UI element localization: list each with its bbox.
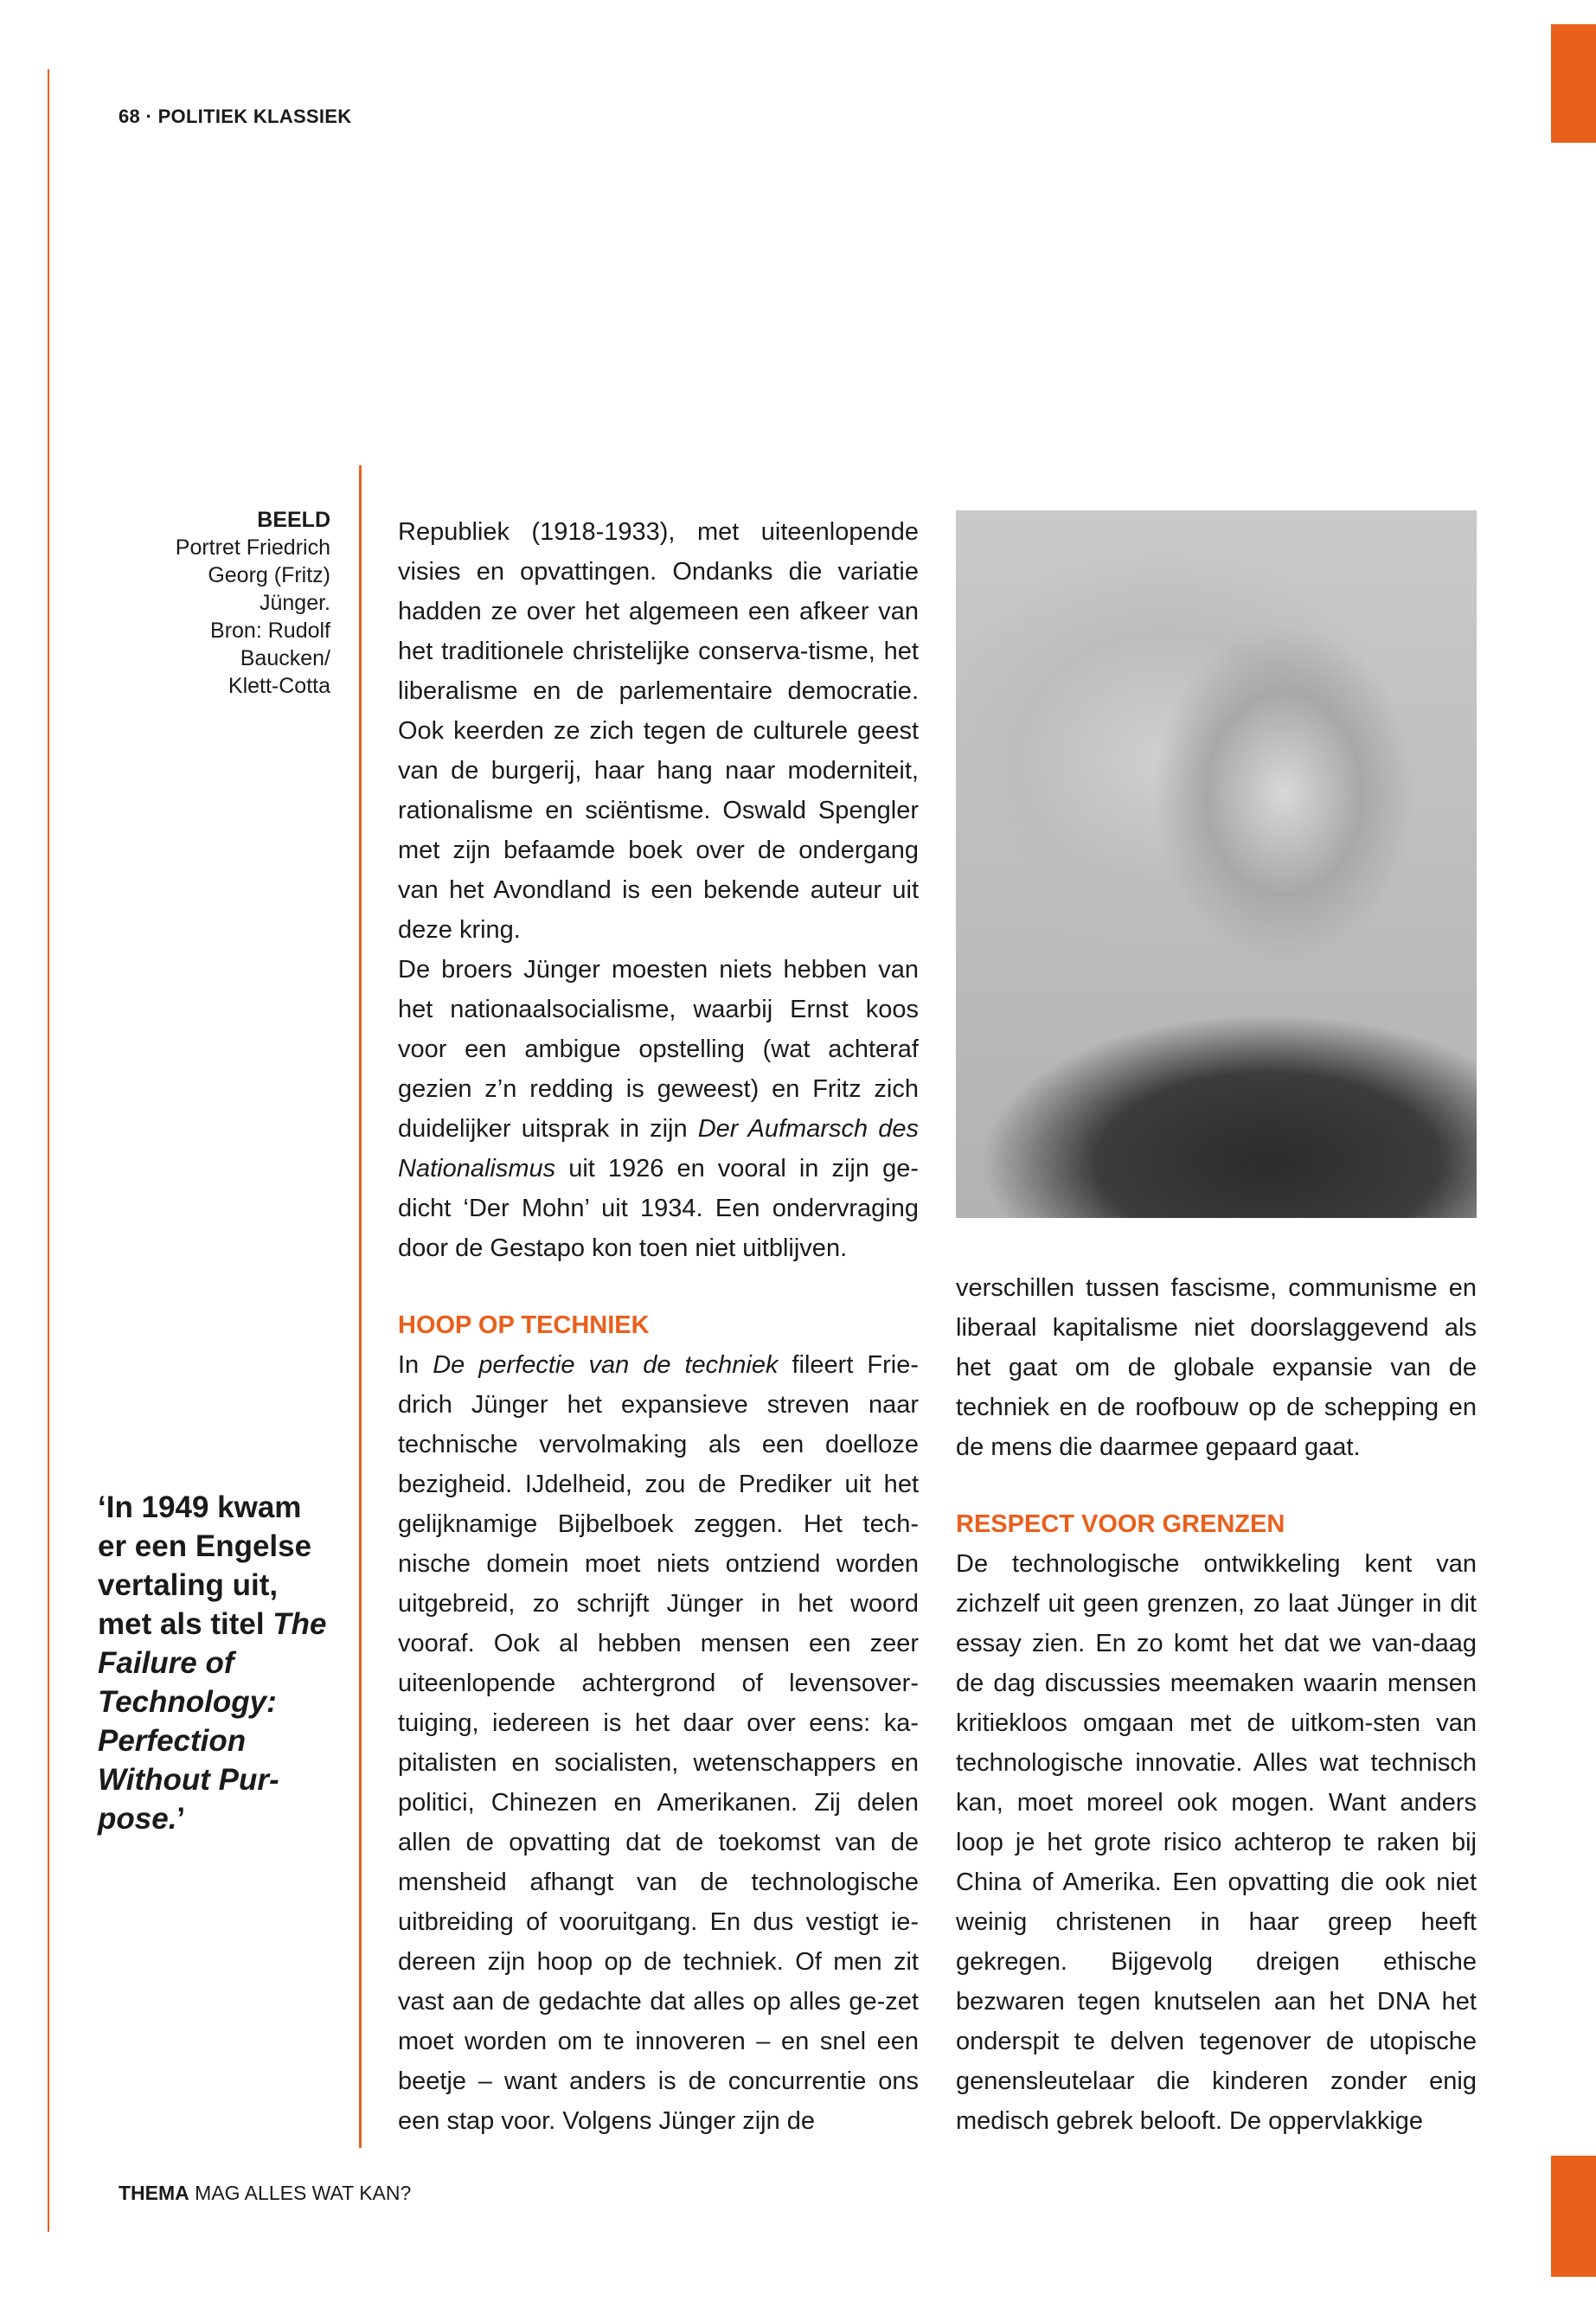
paragraph: Republiek (1918-1933), met uiteenlopende visies en opvattingen. Ondanks die variatie hadden ze over het algemeen een afkeer van het traditionele christelijke conserva-tisme, het liberalisme en de parlementaire democratie. Ook keerden ze zich tegen de culturele geest van de burgerij, haar hang naar moderniteit, rationalisme en sciëntisme. Oswald Spengler met zijn befaamde boek over de ondergang van het Avondland is een bekende auteur uit deze kring.: [398, 518, 919, 944]
spacer: [398, 1268, 919, 1305]
spacer: [956, 1467, 1477, 1504]
paragraph-text: De broers Jünger moesten niets hebben van het nationaalsocialisme, waarbij Ernst koos voor een ambigue opstelling (wat achteraf gezien z’n redding is geweest) en Fritz zich duidelijker uitsprak in zijn: [398, 956, 919, 1143]
section-heading: HOOP OP TECHNIEK: [398, 1311, 650, 1339]
book-title: Der Aufmarsch des Nationalismus: [398, 1115, 920, 1183]
paragraph: verschillen tussen fascisme, communisme en liberaal kapitalisme niet doorslaggevend als het gaat om de globale expansie van de techniek en de roofbouw op de schepping en de mens die daarmee gepaard gaat.: [956, 1274, 1477, 1461]
caption-line: Klett-Cotta: [228, 674, 330, 698]
paragraph: [398, 950, 919, 1268]
footer-theme-label: THEMA: [119, 2182, 189, 2204]
caption-line: Portret Friedrich: [175, 535, 330, 560]
book-title: De perfectie van de techniek: [433, 1351, 779, 1379]
pull-quote: [98, 1488, 331, 1838]
page-header: [119, 106, 351, 128]
caption-line: Baucken/: [240, 646, 330, 670]
article-column-2: [956, 1268, 1477, 2141]
caption-line: Georg (Fritz): [208, 563, 330, 587]
section-heading: RESPECT VOOR GRENZEN: [956, 1510, 1285, 1538]
caption-line: Jünger.: [259, 591, 330, 615]
paragraph-text: In: [398, 1351, 433, 1379]
footer-theme-title: MAG ALLES WAT KAN?: [195, 2182, 412, 2204]
pull-quote-end: ’: [176, 1802, 186, 1836]
portrait-photo-icon: [956, 510, 1477, 1218]
page-footer: [119, 2182, 411, 2205]
column-divider-rule: [359, 465, 362, 2148]
header-separator: ·: [145, 106, 153, 127]
paragraph: De technologische ontwikkeling kent van zichzelf uit geen grenzen, zo laat Jünger in dit essay zien. En zo komt het dat we van-daag de dag discussies meemaken waarin mensen kritiekloos omgaan met de uitkom-sten van technologische innovatie. Alles wat technisch kan, moet moreel ook mogen. Want anders loop je het grote risico achterop te raken bij China of Amerika. Een opvatting die ook niet weinig christenen in haar greep heeft gekregen. Bijgevolg dreigen ethische bezwaren tegen knutselen aan het DNA het onderspit te delven tegenover de utopische genensleutelaar die kinderen zonder enig medisch gebrek belooft. De oppervlakkige: [956, 1550, 1477, 2135]
caption-line: Bron: Rudolf: [210, 619, 330, 643]
orange-edge-tab-bottom: [1551, 2156, 1596, 2277]
section-title: POLITIEK KLASSIEK: [157, 106, 352, 127]
image-caption: [130, 506, 330, 700]
orange-edge-tab-top: [1551, 24, 1596, 143]
caption-label: BEELD: [257, 508, 330, 532]
article-column-1: [398, 512, 919, 2141]
pull-quote-text: ‘In 1949 kwam er een Engelse vertaling uit, met als titel: [98, 1490, 312, 1641]
pull-quote-title: The Failure of Technology: Perfection Without Pur-pose.: [98, 1607, 327, 1836]
paragraph: [398, 1345, 919, 2141]
paragraph-text: uit 1926 en vooral in zijn ge-dicht ‘Der Mohn’ uit 1934. Een ondervraging door de Gestapo kon toen niet uitblijven.: [398, 1155, 919, 1262]
page-number: 68: [119, 106, 141, 127]
left-margin-rule: [48, 69, 49, 2232]
paragraph-text: fileert Frie-drich Jünger het expansieve streven naar technische vervolmaking als een doelloze bezigheid. IJdelheid, zou de Prediker uit het gelijknamige Bijbelboek zeggen. Het tech-nische domein moet niets ontziend worden uitgebreid, zo schrijft Jünger in het woord vooraf. Ook al hebben mensen een zeer uiteenlopende achtergrond of levensover-tuiging, iedereen is het daar over eens: ka-pitalisten en socialisten, wetenschappers en politici, Chinezen en Amerikanen. Zij delen allen de opvatting dat de toekomst van de mensheid afhangt van de technologische uitbreiding of vooruitgang. En dus vestigt ie-dereen zijn hoop op de techniek. Of men zit vast aan de gedachte dat alles op alles ge-zet moet worden om te innoveren – en snel een beetje – want anders is de concurrentie ons een stap voor. Volgens Jünger zijn de: [398, 1351, 919, 2135]
